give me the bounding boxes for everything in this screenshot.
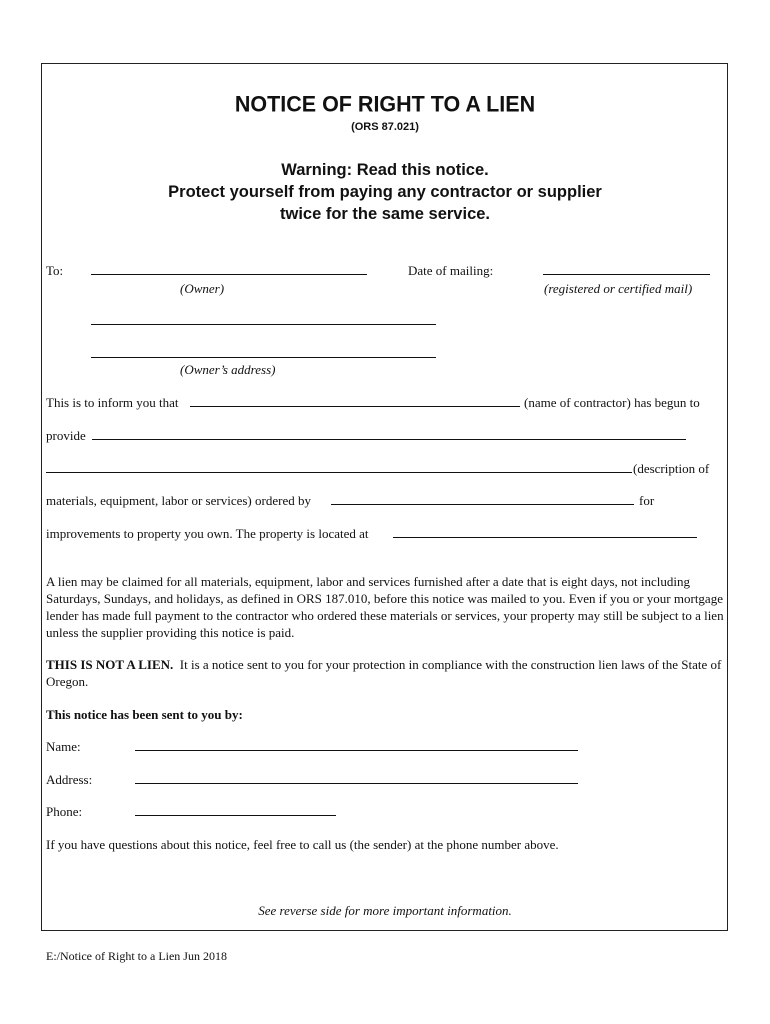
address-label: Address:	[46, 772, 93, 787]
statute-reference: (ORS 87.021)	[351, 121, 419, 133]
name-label: Name:	[46, 739, 81, 754]
lien-paragraph: A lien may be claimed for all materials, equipment, labor and services furnished after a date that is eight days, not including Saturdays, Sundays, and holidays, as defined in ORS 187.010, before this notice was mailed to you. Even if you or your mortgage lender has made full payment to the contractor who ordered these materials or services, your property may still be subject to a lien unless the supplier providing this notice is paid.	[46, 574, 724, 640]
form-title: NOTICE OF RIGHT TO A LIEN	[234, 91, 536, 117]
for-text: for	[639, 493, 655, 508]
not-lien-paragraph	[46, 656, 726, 690]
inform-text-end: (name of contractor) has begun to	[524, 395, 700, 410]
date-caption: (registered or certified mail)	[544, 281, 693, 296]
date-of-mailing-label: Date of mailing:	[408, 263, 494, 278]
sender-phone-field[interactable]	[135, 815, 336, 816]
inform-text-start: This is to inform you that	[46, 395, 179, 410]
contractor-name-field[interactable]	[190, 406, 520, 407]
sender-address-field[interactable]	[135, 783, 578, 784]
warning-line-3: twice for the same service.	[279, 205, 491, 223]
ordered-by-field[interactable]	[331, 504, 634, 505]
questions-text: If you have questions about this notice, feel free to call us (the sender) at the phone number above.	[46, 837, 559, 852]
sent-by-heading: This notice has been sent to you by:	[46, 707, 243, 722]
to-label: To:	[46, 263, 64, 278]
not-lien-bold: THIS IS NOT A LIEN.	[46, 657, 174, 672]
improvements-text: improvements to property you own. The property is located at	[46, 526, 369, 541]
footer-file-path: E:/Notice of Right to a Lien Jun 2018	[46, 949, 227, 963]
warning-line-1: Warning: Read this notice.	[281, 161, 489, 179]
not-lien-text: It is a notice sent to you for your protection in compliance with the construction lien laws of the State of Oregon.	[46, 657, 722, 689]
owner-name-field[interactable]	[91, 274, 367, 275]
warning-line-2: Protect yourself from paying any contractor or supplier	[168, 183, 602, 201]
reverse-side-note: See reverse side for more important information.	[258, 903, 512, 918]
description-field[interactable]	[46, 472, 632, 473]
owner-address-line-2[interactable]	[91, 357, 436, 358]
owner-caption: (Owner)	[180, 281, 225, 296]
description-label: (description of	[633, 461, 710, 476]
property-location-field[interactable]	[393, 537, 697, 538]
materials-text: materials, equipment, labor or services) ordered by	[46, 493, 311, 508]
phone-label: Phone:	[46, 804, 83, 819]
date-of-mailing-field[interactable]	[543, 274, 710, 275]
provide-field[interactable]	[92, 439, 686, 440]
owner-address-line-1[interactable]	[91, 324, 436, 325]
provide-label: provide	[46, 428, 86, 443]
sender-name-field[interactable]	[135, 750, 578, 751]
owner-address-caption: (Owner’s address)	[180, 362, 276, 377]
